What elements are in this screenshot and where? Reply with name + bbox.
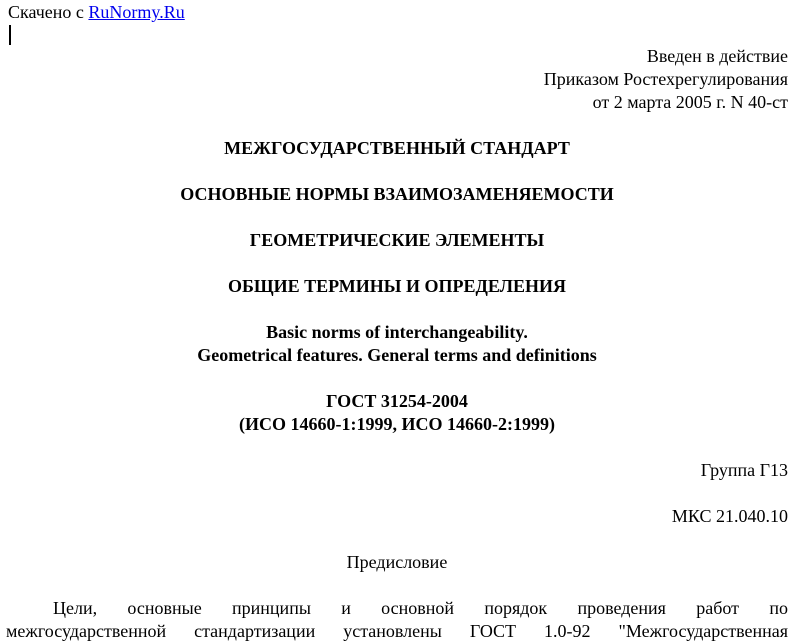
- group-label: Группа Г13: [700, 460, 788, 480]
- iso-reference: (ИСО 14660-1:1999, ИСО 14660-2:1999): [239, 414, 555, 434]
- standard-type-heading: МЕЖГОСУДАРСТВЕННЫЙ СТАНДАРТ: [224, 138, 570, 158]
- gost-number: ГОСТ 31254-2004: [326, 391, 468, 411]
- foreword-paragraph-line-1: Цели, основные принципы и основной порядок проведения работ по: [53, 598, 788, 618]
- source-prefix: Скачено с: [8, 2, 89, 22]
- english-title-line-1: Basic norms of interchangeability.: [266, 322, 528, 342]
- source-line: [8, 1, 185, 23]
- title-line-3: ОБЩИЕ ТЕРМИНЫ И ОПРЕДЕЛЕНИЯ: [227, 276, 567, 296]
- intro-line-3: от 2 марта 2005 г. N 40-ст: [592, 92, 788, 112]
- foreword-heading: Предисловие: [346, 552, 448, 572]
- intro-line-1: Введен в действие: [646, 46, 788, 66]
- intro-line-2: Приказом Ростехрегулирования: [543, 69, 788, 89]
- title-line-1: ОСНОВНЫЕ НОРМЫ ВЗАИМОЗАМЕНЯЕМОСТИ: [180, 184, 614, 204]
- mks-code: МКС 21.040.10: [671, 506, 788, 526]
- foreword-paragraph-line-2: межгосударственной стандартизации установлены ГОСТ 1.0-92 "Межгосударственная: [6, 621, 788, 641]
- source-link[interactable]: RuNormy.Ru: [88, 2, 185, 22]
- english-title-line-2: Geometrical features. General terms and definitions: [197, 345, 597, 365]
- title-line-2: ГЕОМЕТРИЧЕСКИЕ ЭЛЕМЕНТЫ: [249, 230, 545, 250]
- text-cursor: [9, 25, 11, 45]
